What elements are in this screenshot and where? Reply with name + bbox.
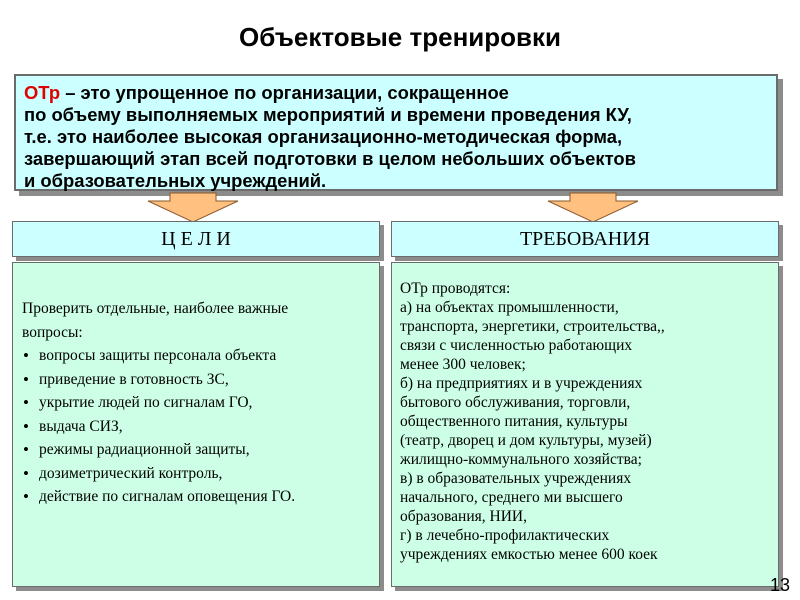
requirements-line: общественного питания, культуры — [400, 413, 628, 430]
requirements-line: связи с численностью работающих — [400, 337, 633, 354]
requirements-line: а) на объектах промышленности, — [400, 299, 619, 316]
requirements-line: учреждениях емкостью менее 600 коек — [400, 546, 658, 563]
list-item: • дозиметрический контроль, — [22, 462, 373, 486]
requirements-line: ОТр проводятся: — [400, 280, 511, 297]
requirements-line: (театр, дворец и дом культуры, музей) — [400, 432, 652, 449]
requirements-line: транспорта, энергетики, строительства,, — [400, 318, 665, 335]
list-item: • выдача СИЗ, — [22, 415, 373, 439]
arrow-down-left-icon — [146, 192, 240, 224]
requirements-line: начального, среднего ми высшего — [400, 489, 623, 506]
list-item: • режимы радиационной защиты, — [22, 438, 373, 462]
list-item: • действие по сигналам оповещения ГО. — [22, 485, 373, 509]
requirements-header: ТРЕБОВАНИЯ — [391, 221, 779, 257]
definition-line: завершающий этап всей подготовки в целом небольших объектов — [24, 148, 636, 169]
list-item: • укрытие людей по сигналам ГО, — [22, 391, 373, 415]
requirements-line: в) в образовательных учреждениях — [400, 470, 632, 487]
slide-title: Объектовые тренировки — [238, 22, 562, 52]
definition-line: по объему выполняемых мероприятий и времени проведения КУ, — [24, 104, 632, 125]
list-item: • вопросы защиты персонала объекта — [22, 344, 373, 368]
goals-list — [22, 344, 373, 509]
requirements-line: жилищно-коммунального хозяйства; — [400, 451, 642, 468]
definition-text: – это упрощенное по организации, сокращенное — [60, 82, 509, 103]
goals-header: Ц Е Л И — [12, 221, 380, 257]
requirements-line: менее 300 человек; — [400, 356, 526, 373]
requirements-panel — [391, 262, 779, 587]
goals-intro-line: Проверить отдельные, наиболее важные — [22, 300, 289, 317]
definition-line: и образовательных учреждений. — [24, 170, 327, 191]
requirements-line: бытового обслуживания, торговли, — [400, 394, 631, 411]
requirements-line: б) на предприятиях и в учреждениях — [400, 375, 643, 392]
definition-line — [24, 82, 768, 104]
definition-box — [14, 74, 778, 191]
page-number: 13 — [769, 575, 790, 595]
arrow-down-right-icon — [546, 192, 640, 224]
requirements-line: г) в лечебно-профилактических — [400, 527, 610, 544]
definition-term: ОТр — [24, 82, 61, 103]
goals-intro-line: вопросы: — [22, 323, 83, 341]
goals-panel — [12, 262, 380, 587]
definition-line: т.е. это наиболее высокая организационно-методическая форма, — [24, 126, 623, 147]
list-item: • приведение в готовность ЗС, — [22, 368, 373, 392]
requirements-line: образования, НИИ, — [400, 508, 527, 525]
